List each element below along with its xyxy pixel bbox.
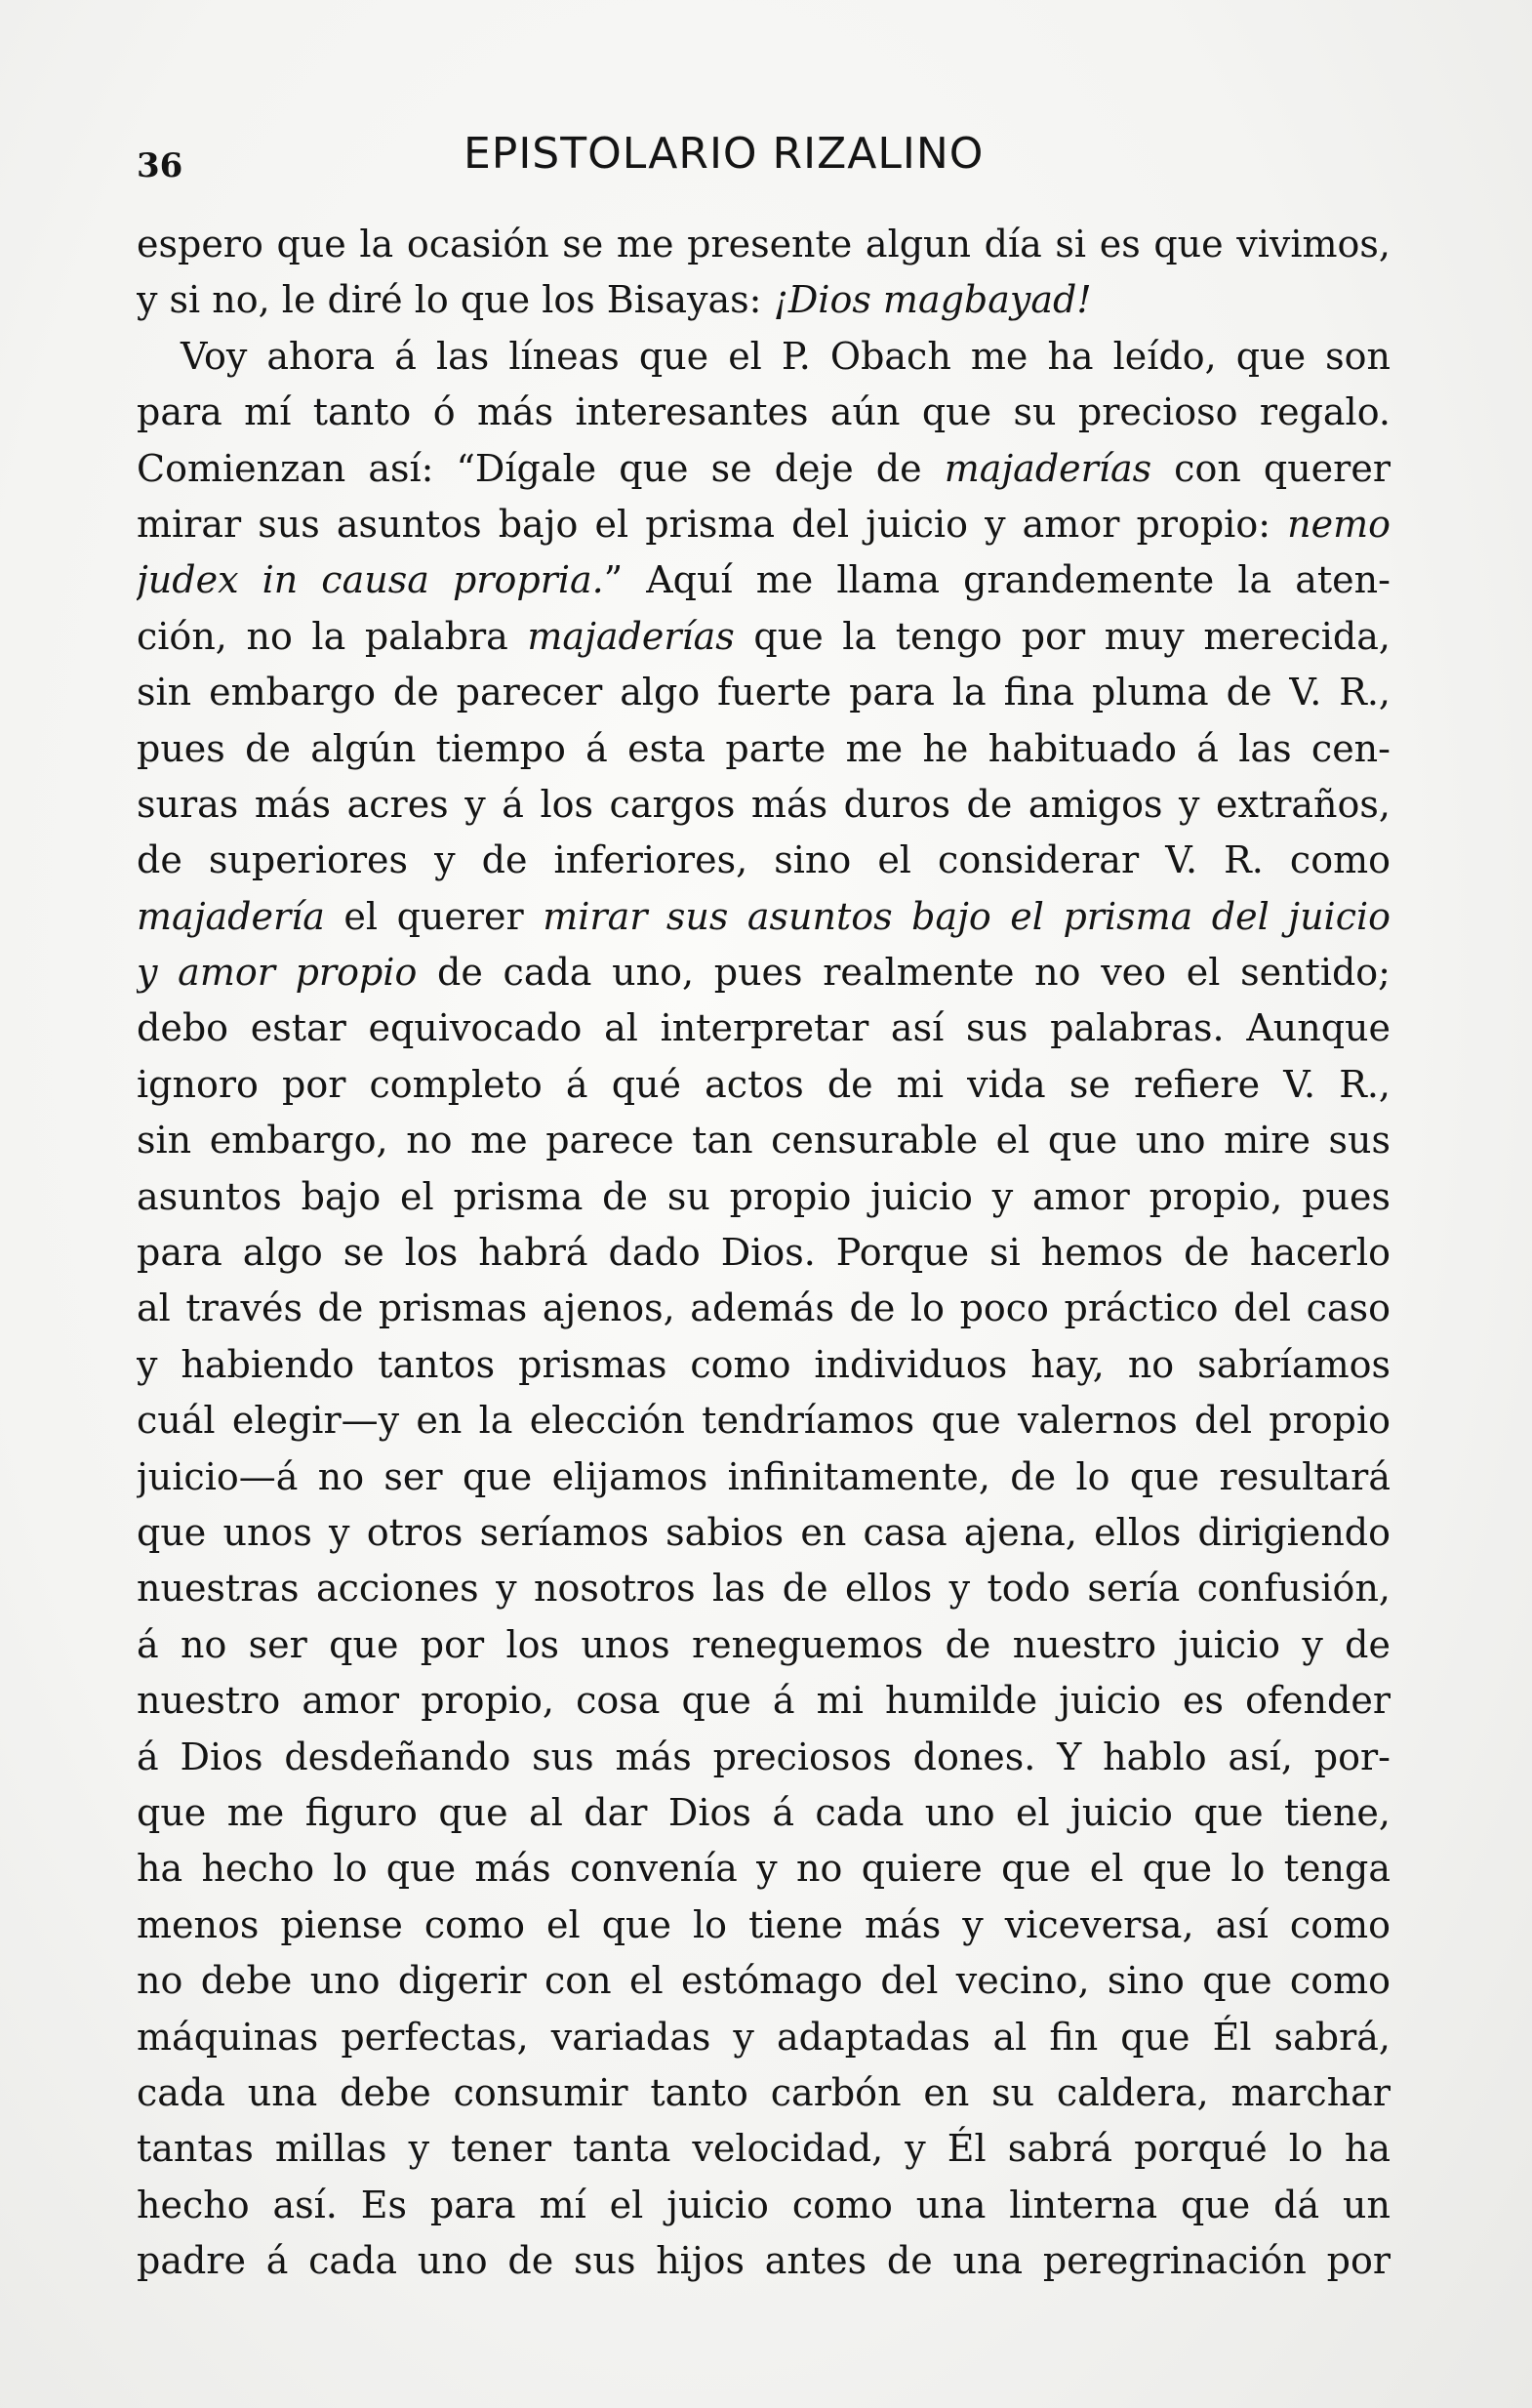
text-span: sin embargo, no me parece tan censurable el que uno mire sus [137,1119,1391,1163]
text-span: sin embargo de parecer algo fuerte para la fina pluma de V. R., [137,671,1391,714]
text-line [137,945,1391,1000]
text-line [137,2065,1391,2121]
text-span: ción, no la palabra [137,614,528,658]
text-span: majaderías [944,446,1152,490]
text-span: el querer [324,894,544,938]
text-line [137,665,1391,720]
text-span: y si no, le diré lo que los Bisayas: [137,278,774,322]
text-line [137,1953,1391,2009]
text-line [137,1169,1391,1225]
text-span: nemo [1287,502,1391,546]
text-line [137,1281,1391,1336]
text-span: tantas millas y tener tanta velocidad, y Él sabrá porqué lo ha [137,2127,1391,2171]
text-line [137,217,1391,272]
page-number: 36 [137,146,183,185]
text-line [137,1673,1391,1729]
text-line [137,1225,1391,1281]
text-span: judex in causa propria. [137,558,604,602]
text-span: ” Aquí me llama grandemente la aten- [603,558,1391,602]
text-line [137,552,1391,608]
text-line [137,2233,1391,2289]
text-line [137,1449,1391,1505]
text-line [137,833,1391,888]
text-span: máquinas perfectas, variadas y adaptadas al fin que Él sabrá, [137,2015,1391,2059]
text-span: juicio—á no ser que elijamos infinitamente, de lo que resultará [137,1454,1391,1498]
text-line [137,777,1391,833]
page-header [137,117,1386,195]
text-span: al través de prismas ajenos, además de lo poco práctico del caso [137,1286,1391,1330]
text-span: de cada uno, pues realmente no veo el sentido; [417,951,1391,995]
text-span: que la tengo por muy merecida, [734,614,1391,658]
text-line [137,1617,1391,1673]
text-line [137,385,1391,440]
text-line [137,1561,1391,1616]
text-span: cada una debe consumir tanto carbón en su caldera, marchar [137,2070,1391,2114]
text-span: ignoro por completo á qué actos de mi vida se refiere V. R., [137,1062,1391,1106]
text-line [137,609,1391,665]
text-span: hecho así. Es para mí el juicio como una linterna que dá un [137,2183,1391,2226]
text-span: padre á cada uno de sus hijos antes de una peregrinación por [137,2239,1391,2283]
text-span: que me figuro que al dar Dios á cada uno el juicio que tiene, [137,1790,1391,1834]
text-span: ha hecho lo que más convenía y no quiere que el que lo tenga [137,1847,1391,1891]
text-span: para algo se los habrá dado Dios. Porque si hemos de hacerlo [137,1231,1391,1275]
running-title: EPISTOLARIO RIZALINO [464,129,985,179]
text-line [137,441,1391,497]
text-span: menos piense como el que lo tiene más y viceversa, así como [137,1902,1391,1946]
text-span: para mí tanto ó más interesantes aún que su precioso regalo. [137,390,1391,434]
body-text [137,217,1391,2289]
text-span: nuestro amor propio, cosa que á mi humilde juicio es ofender [137,1679,1391,1723]
text-line [137,1337,1391,1393]
text-span: mirar sus asuntos bajo el prisma del juicio y amor propio: [137,502,1288,546]
text-line [137,1113,1391,1168]
text-line [137,272,1391,328]
text-line [137,889,1391,945]
text-span: debo estar equivocado al interpretar así sus palabras. Aunque [137,1006,1391,1050]
text-line [137,497,1391,552]
text-line [137,329,1391,385]
text-line [137,1785,1391,1841]
text-span: espero que la ocasión se me presente algun día si es que vivimos, [137,223,1391,265]
text-span: majaderías [527,614,735,658]
text-span: Voy ahora á las líneas que el P. Obach me ha leído, que son [181,334,1391,378]
text-span: mirar sus asuntos bajo el prisma del juicio [543,894,1391,938]
text-line [137,2121,1391,2177]
text-span: y amor propio [137,951,418,995]
text-span: á Dios desdeñando sus más preciosos dones. Y hablo así, por- [137,1735,1391,1778]
text-span: pues de algún tiempo á esta parte me he habituado á las cen- [137,726,1391,770]
text-span: ¡Dios magbayad! [773,278,1092,322]
text-span: nuestras acciones y nosotros las de ellos y todo sería confusión, [137,1567,1391,1611]
text-line [137,1057,1391,1113]
text-line [137,2010,1391,2065]
text-span: á no ser que por los unos reneguemos de nuestro juicio y de [137,1622,1391,1666]
text-span: con querer [1151,446,1391,490]
text-span: de superiores y de inferiores, sino el considerar V. R. como [137,838,1391,882]
text-span: no debe uno digerir con el estómago del vecino, sino que como [137,1959,1391,2003]
text-span: Comienzan así: “Dígale que se deje de [137,446,945,490]
text-line [137,721,1391,777]
text-line [137,1730,1391,1785]
text-line [137,2178,1391,2233]
text-line [137,1898,1391,1953]
text-line [137,1841,1391,1897]
text-line [137,1393,1391,1449]
text-span: asuntos bajo el prisma de su propio juicio y amor propio, pues [137,1174,1391,1218]
text-span: que unos y otros seríamos sabios en casa ajena, ellos dirigiendo [137,1510,1391,1554]
text-span: cuál elegir—y en la elección tendríamos que valernos del propio [137,1399,1391,1443]
text-span: majadería [137,894,325,938]
text-span: suras más acres y á los cargos más duros de amigos y extraños, [137,782,1391,826]
text-line [137,1505,1391,1561]
text-line [137,1000,1391,1056]
text-span: y habiendo tantos prismas como individuos hay, no sabríamos [137,1342,1391,1386]
